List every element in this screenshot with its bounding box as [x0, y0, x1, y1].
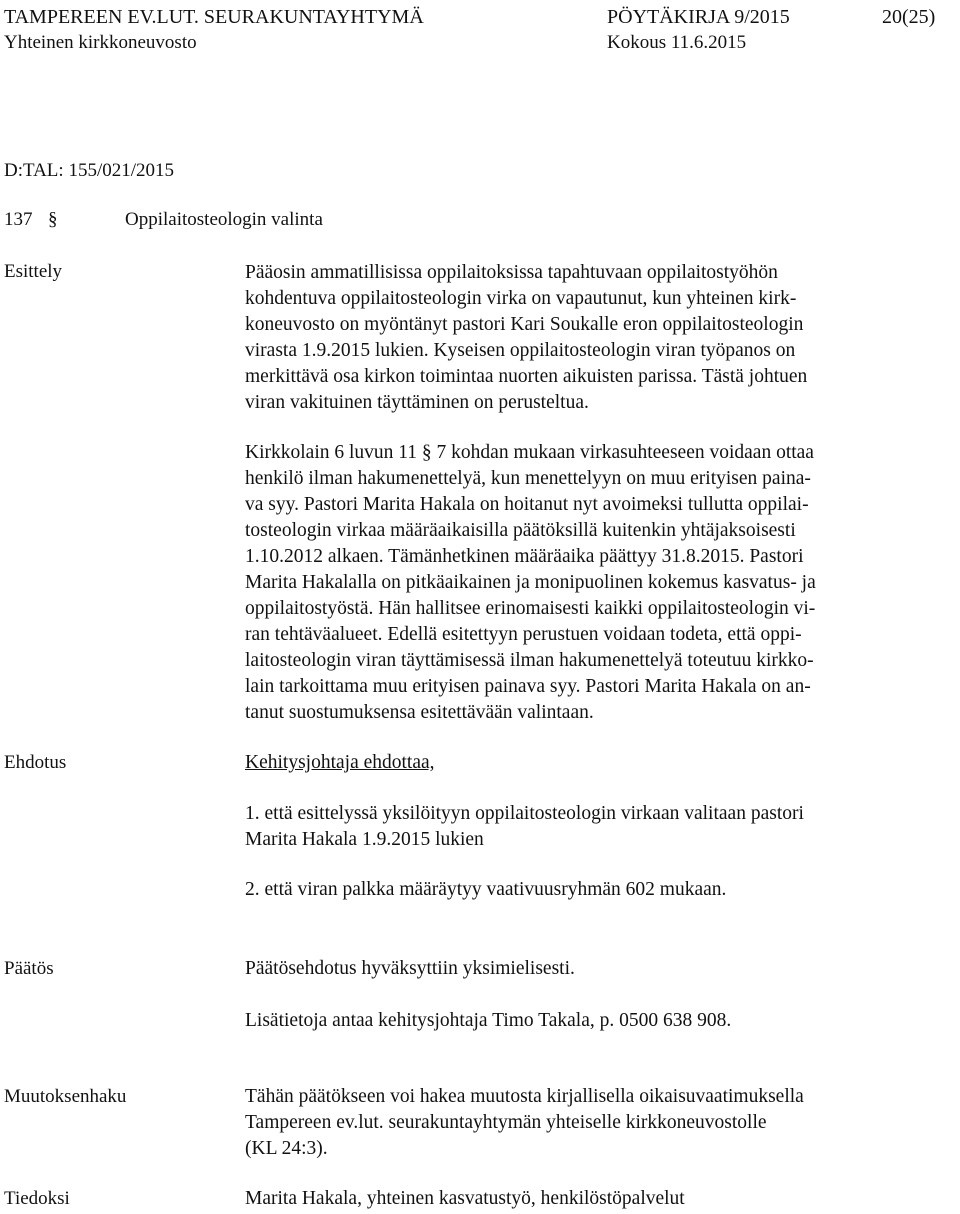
- esittely-p2-line: 1.10.2012 alkaen. Tämänhetkinen määräaika päättyy 31.8.2015. Pastori: [245, 546, 804, 567]
- esittely-p2-line: laitosteologin viran täyttämisessä ilman hakumenettelyä toteutuu kirkko-: [245, 650, 814, 671]
- muutoksenhaku-line: Tähän päätökseen voi hakea muutosta kirjallisella oikaisuvaatimuksella: [245, 1086, 804, 1107]
- muutoksenhaku-line: (KL 24:3).: [245, 1138, 328, 1159]
- section-sign: §: [48, 209, 58, 230]
- ehdotus-label: Ehdotus: [4, 752, 67, 773]
- tiedoksi-label: Tiedoksi: [4, 1188, 70, 1209]
- esittely-p2-line: tosteologin virkaa määräaikaisilla päätöksillä kuitenkin yhtäjaksoisesti: [245, 520, 796, 541]
- ehdotus-heading: Kehitysjohtaja ehdottaa,: [245, 752, 435, 773]
- ehdotus-item-1: Marita Hakala 1.9.2015 lukien: [245, 829, 484, 850]
- header-page: 20(25): [882, 6, 936, 28]
- section-number: 137: [4, 209, 33, 230]
- tiedoksi-text: Marita Hakala, yhteinen kasvatustyö, henkilöstöpalvelut: [245, 1188, 685, 1209]
- section-title: Oppilaitosteologin valinta: [125, 209, 323, 230]
- esittely-p1-line: kohdentuva oppilaitosteologin virka on vapautunut, kun yhteinen kirk-: [245, 288, 797, 309]
- esittely-p1-line: Pääosin ammatillisissa oppilaitoksissa tapahtuvaan oppilaitostyöhön: [245, 262, 778, 283]
- paatos-label: Päätös: [4, 958, 54, 979]
- esittely-label: Esittely: [4, 261, 63, 282]
- header-org: TAMPEREEN EV.LUT. SEURAKUNTAYHTYMÄ: [4, 6, 424, 28]
- diary-number: D:TAL: 155/021/2015: [4, 160, 174, 181]
- muutoksenhaku-label: Muutoksenhaku: [4, 1086, 127, 1107]
- esittely-p1-line: viran vakituinen täyttäminen on perusteltua.: [245, 392, 589, 413]
- esittely-p1-line: merkittävä osa kirkon toimintaa nuorten aikuisten parissa. Tästä johtuen: [245, 366, 808, 387]
- esittely-p2-line: henkilö ilman hakumenettelyä, kun menettelyyn on muu erityisen paina-: [245, 468, 811, 489]
- muutoksenhaku-line: Tampereen ev.lut. seurakuntayhtymän yhteiselle kirkkoneuvostolle: [245, 1112, 767, 1133]
- esittely-p2-line: tanut suostumuksensa esitettävään valintaan.: [245, 702, 594, 723]
- esittely-p2-line: oppilaitostyöstä. Hän hallitsee erinomaisesti kaikki oppilaitosteologin vi-: [245, 598, 816, 619]
- ehdotus-item-2: 2. että viran palkka määräytyy vaativuusryhmän 602 mukaan.: [245, 879, 727, 900]
- esittely-p1-line: virasta 1.9.2015 lukien. Kyseisen oppilaitosteologin viran työpanos on: [245, 340, 796, 361]
- esittely-p2-line: Marita Hakalalla on pitkäaikainen ja monipuolinen kokemus kasvatus- ja: [245, 572, 816, 593]
- ehdotus-item-1: 1. että esittelyssä yksilöityyn oppilaitosteologin virkaan valitaan pastori: [245, 803, 804, 824]
- header-doc: PÖYTÄKIRJA 9/2015: [607, 6, 790, 28]
- esittely-p2-line: lain tarkoittama muu erityisen painava syy. Pastori Marita Hakala on an-: [245, 676, 811, 697]
- esittely-p1-line: koneuvosto on myöntänyt pastori Kari Soukalle eron oppilaitosteologin: [245, 314, 804, 335]
- esittely-p2-line: Kirkkolain 6 luvun 11 § 7 kohdan mukaan virkasuhteeseen voidaan ottaa: [245, 442, 814, 463]
- header-meeting: Kokous 11.6.2015: [607, 32, 747, 53]
- contact-info: Lisätietoja antaa kehitysjohtaja Timo Takala, p. 0500 638 908.: [245, 1010, 732, 1031]
- esittely-p2-line: ran tehtäväalueet. Edellä esitettyyn perustuen voidaan todeta, että oppi-: [245, 624, 802, 645]
- esittely-p2-line: va syy. Pastori Marita Hakala on hoitanut nyt avoimeksi tullutta oppilai-: [245, 494, 809, 515]
- paatos-text: Päätösehdotus hyväksyttiin yksimielisesti.: [245, 958, 575, 979]
- header-body: Yhteinen kirkkoneuvosto: [4, 32, 197, 53]
